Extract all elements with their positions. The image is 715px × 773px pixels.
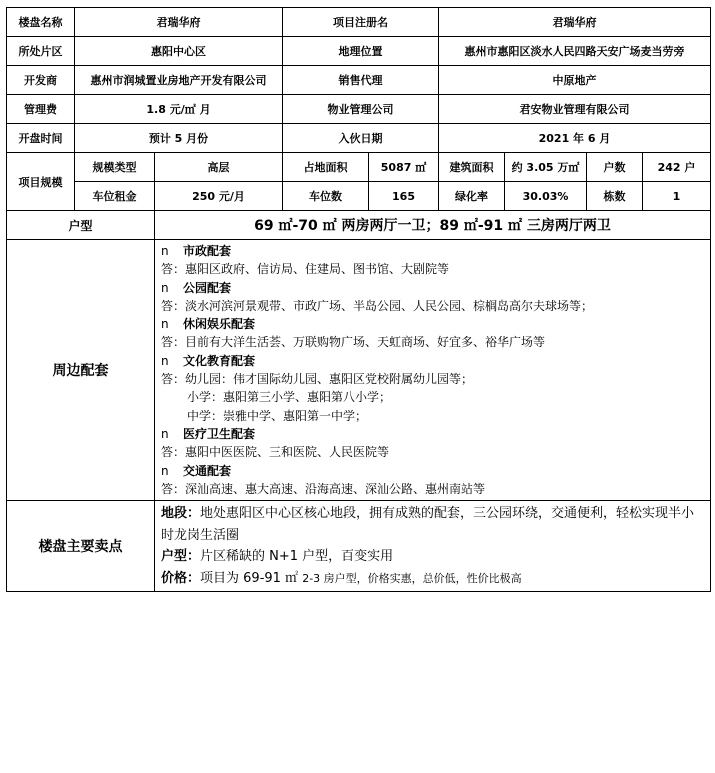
section-heading: 医疗卫生配套 bbox=[183, 426, 256, 441]
label-project-name: 楼盘名称 bbox=[7, 8, 75, 37]
section-leisure bbox=[161, 315, 710, 333]
value-sales-agent: 中原地产 bbox=[439, 66, 711, 95]
section-heading: 文化教育配套 bbox=[183, 353, 256, 368]
row-developer bbox=[7, 66, 711, 95]
label-scale-type: 规模类型 bbox=[75, 153, 155, 182]
value-district: 惠阳中心区 bbox=[75, 37, 283, 66]
label-registered-name: 项目注册名 bbox=[283, 8, 439, 37]
label-sales-agent: 销售代理 bbox=[283, 66, 439, 95]
answer-text: 幼儿园：伟才国际幼儿园、惠阳区党校附属幼儿园等； bbox=[185, 372, 474, 387]
section-answer-line bbox=[161, 388, 710, 406]
value-scale-type: 高层 bbox=[155, 153, 283, 182]
section-answer-line bbox=[161, 407, 710, 425]
answer-text: 惠阳中医医院、三和医院、人民医院等 bbox=[185, 445, 390, 460]
answer-prefix: 答： bbox=[161, 335, 186, 350]
label-green-rate: 绿化率 bbox=[439, 182, 505, 211]
value-registered-name: 君瑞华府 bbox=[439, 8, 711, 37]
bullet-marker: n bbox=[161, 463, 169, 478]
selling-unit bbox=[161, 546, 706, 568]
selling-unit-key: 户型： bbox=[161, 549, 201, 565]
selling-price-text-small: 2-3 房户型，价格实惠，总价低，性价比极高 bbox=[302, 571, 522, 585]
answer-text: 小学：惠阳第三小学、惠阳第八小学； bbox=[187, 390, 392, 405]
row-scale-a bbox=[7, 153, 711, 182]
value-management-fee: 1.8 元/㎡ 月 bbox=[75, 95, 283, 124]
label-households: 户数 bbox=[587, 153, 643, 182]
section-heading: 市政配套 bbox=[183, 244, 232, 258]
answer-text: 深汕高速、惠大高速、沿海高速、深汕公路、惠州南站等 bbox=[185, 481, 486, 496]
section-municipal bbox=[161, 242, 710, 260]
label-location: 地理位置 bbox=[283, 37, 439, 66]
bullet-marker: n bbox=[161, 317, 169, 332]
answer-prefix: 答： bbox=[161, 481, 186, 496]
selling-price-key: 价格： bbox=[161, 570, 201, 586]
label-buildings: 栋数 bbox=[587, 182, 643, 211]
label-district: 所处片区 bbox=[7, 37, 75, 66]
section-heading: 休闲娱乐配套 bbox=[183, 317, 256, 332]
label-move-in-date: 入伙日期 bbox=[283, 124, 439, 153]
bullet-marker: n bbox=[161, 244, 169, 258]
answer-prefix: 答： bbox=[161, 445, 186, 460]
label-opening-time: 开盘时间 bbox=[7, 124, 75, 153]
section-answer bbox=[161, 480, 710, 498]
value-green-rate: 30.03% bbox=[505, 182, 587, 211]
answer-text: 目前有大洋生活荟、万联购物广场、天虹商场、好宜多、裕华广场等 bbox=[185, 335, 546, 350]
bullet-marker: n bbox=[161, 353, 169, 368]
label-unit-type: 户型 bbox=[7, 211, 155, 240]
answer-text: 惠阳区政府、信访局、住建局、图书馆、大剧院等 bbox=[185, 262, 450, 277]
section-answer bbox=[161, 443, 710, 461]
value-project-name: 君瑞华府 bbox=[75, 8, 283, 37]
bullet-marker: n bbox=[161, 426, 169, 441]
value-move-in-date: 2021 年 6 月 bbox=[439, 124, 711, 153]
label-property-company: 物业管理公司 bbox=[283, 95, 439, 124]
value-building-area: 约 3.05 万㎡ bbox=[505, 153, 587, 182]
answer-text: 中学：崇雅中学、惠阳第一中学； bbox=[187, 408, 368, 423]
label-management-fee: 管理费 bbox=[7, 95, 75, 124]
row-unit-type bbox=[7, 211, 711, 240]
value-buildings: 1 bbox=[643, 182, 711, 211]
row-selling-points bbox=[7, 501, 711, 592]
bullet-marker: n bbox=[161, 280, 169, 295]
value-unit-type: 69 ㎡-70 ㎡ 两房两厅一卫；89 ㎡-91 ㎡ 三房两厅两卫 bbox=[155, 211, 711, 240]
label-project-scale: 项目规模 bbox=[7, 153, 75, 211]
value-households: 242 户 bbox=[643, 153, 711, 182]
value-parking-rent: 250 元/月 bbox=[155, 182, 283, 211]
section-answer bbox=[161, 370, 710, 388]
answer-prefix: 答： bbox=[161, 372, 186, 387]
row-opening bbox=[7, 124, 711, 153]
label-parking-spaces: 车位数 bbox=[283, 182, 369, 211]
value-location: 惠州市惠阳区淡水人民四路天安广场麦当劳旁 bbox=[439, 37, 711, 66]
section-answer bbox=[161, 260, 710, 278]
row-management-fee bbox=[7, 95, 711, 124]
row-project-name bbox=[7, 8, 711, 37]
label-parking-rent: 车位租金 bbox=[75, 182, 155, 211]
label-selling-points: 楼盘主要卖点 bbox=[7, 501, 155, 592]
answer-text: 淡水河滨河景观带、市政广场、半岛公园、人民公园、棕榈岛高尔夫球场等； bbox=[185, 298, 594, 313]
selling-location-key: 地段： bbox=[161, 506, 201, 522]
answer-prefix: 答： bbox=[161, 262, 186, 277]
value-opening-time: 预计 5 月份 bbox=[75, 124, 283, 153]
selling-price bbox=[161, 568, 706, 590]
section-transport bbox=[161, 462, 710, 480]
value-property-company: 君安物业管理有限公司 bbox=[439, 95, 711, 124]
answer-prefix: 答： bbox=[161, 298, 186, 313]
label-land-area: 占地面积 bbox=[283, 153, 369, 182]
label-surroundings: 周边配套 bbox=[7, 240, 155, 501]
label-developer: 开发商 bbox=[7, 66, 75, 95]
value-parking-spaces: 165 bbox=[369, 182, 439, 211]
section-answer bbox=[161, 333, 710, 351]
selling-location bbox=[161, 503, 706, 546]
project-info-table bbox=[6, 7, 711, 592]
section-parks bbox=[161, 279, 710, 297]
selling-location-text: 地处惠阳区中心区核心地段，拥有成熟的配套，三公园环绕，交通便利，轻松实现半小时龙岗生活圈 bbox=[161, 506, 695, 543]
section-answer bbox=[161, 297, 710, 315]
section-medical bbox=[161, 425, 710, 443]
section-heading: 公园配套 bbox=[183, 280, 232, 295]
value-land-area: 5087 ㎡ bbox=[369, 153, 439, 182]
label-building-area: 建筑面积 bbox=[439, 153, 505, 182]
surroundings-content bbox=[155, 240, 711, 501]
row-district bbox=[7, 37, 711, 66]
selling-unit-text: 片区稀缺的 N+1 户型，百变实用 bbox=[200, 549, 394, 565]
selling-points-content bbox=[155, 501, 711, 592]
section-heading: 交通配套 bbox=[183, 463, 232, 478]
row-surroundings bbox=[7, 240, 711, 501]
value-developer: 惠州市润城置业房地产开发有限公司 bbox=[75, 66, 283, 95]
selling-price-text: 项目为 69-91 ㎡ bbox=[200, 570, 303, 586]
row-scale-b bbox=[7, 182, 711, 211]
section-education bbox=[161, 352, 710, 370]
